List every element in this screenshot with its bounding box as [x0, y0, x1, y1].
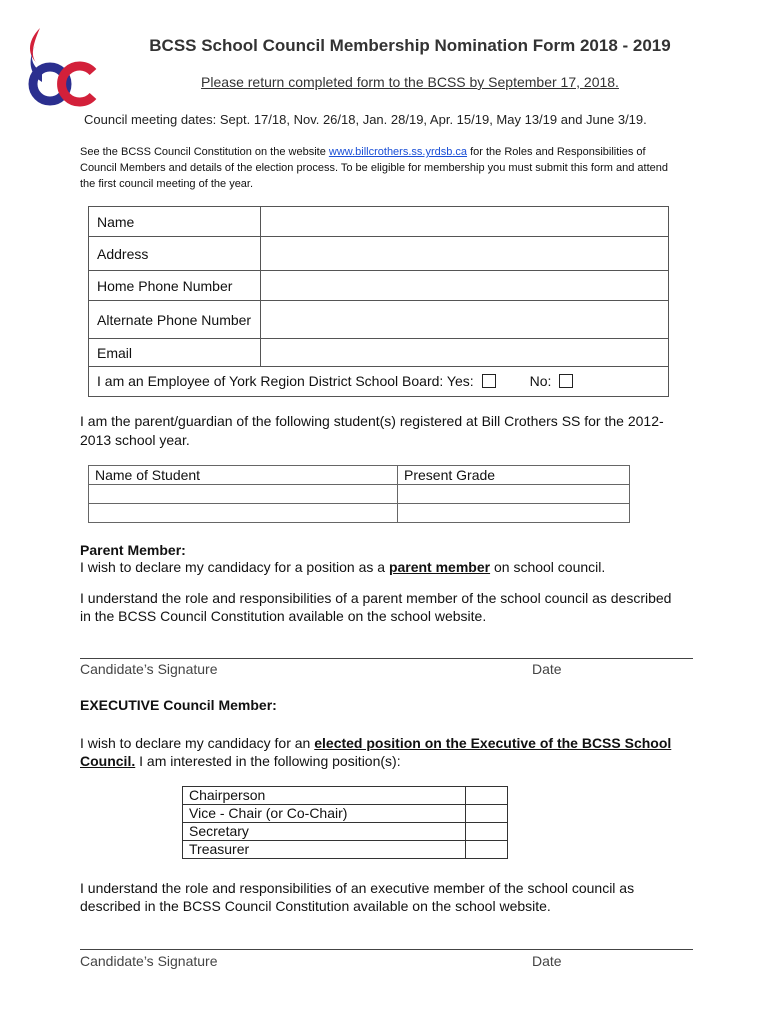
student-table: [88, 465, 630, 523]
meeting-dates: Council meeting dates: Sept. 17/18, Nov. 26/18, Jan. 28/19, Apr. 15/19, May 13/19 and June 3/19.: [84, 112, 647, 127]
pm-emphasis: parent member: [388, 559, 491, 575]
address-field[interactable]: [261, 237, 669, 271]
exec-emphasis: elected position on the Executive of the BCSS School Council.: [80, 735, 672, 769]
position-secretary: Secretary: [183, 823, 466, 841]
form-title: BCSS School Council Membership Nomination Form 2018 - 2019: [149, 36, 671, 55]
home-phone-label: Home Phone Number: [89, 271, 261, 301]
position-checkbox-cell[interactable]: [466, 841, 508, 859]
email-field[interactable]: [261, 339, 669, 367]
constitution-note: [80, 144, 680, 192]
employee-row: [89, 367, 669, 397]
alternate-phone-field[interactable]: [261, 301, 669, 339]
contact-info-table: [88, 206, 669, 397]
parent-member-declaration: [80, 559, 605, 575]
parent-member-heading: Parent Member:: [80, 542, 186, 558]
position-checkbox-cell[interactable]: [466, 823, 508, 841]
exec-text-before: I wish to declare my candidacy for an: [80, 735, 315, 751]
employee-question: I am an Employee of York Region District School Board: Yes:: [97, 372, 474, 389]
pm-text-after: on school council.: [490, 559, 606, 575]
website-link[interactable]: www.billcrothers.ss.yrdsb.ca: [328, 146, 468, 158]
grade-header: Present Grade: [398, 466, 630, 485]
address-label: Address: [89, 237, 261, 271]
students-intro: I am the parent/guardian of the following student(s) registered at Bill Crothers SS for the 2012-2013 school year.: [80, 413, 664, 448]
parent-signature-label: Candidate’s Signature: [80, 661, 218, 677]
executive-understand-text: I understand the role and responsibilities of an executive member of the school council as described in the BCSS Council Constitution available on the school website.: [80, 880, 635, 914]
position-checkbox-cell[interactable]: [466, 787, 508, 805]
no-label: No:: [529, 372, 552, 389]
executive-heading: EXECUTIVE Council Member:: [80, 697, 277, 713]
position-vice-chair: Vice - Chair (or Co-Chair): [183, 805, 466, 823]
name-label: Name: [89, 207, 261, 237]
exec-text-after: I am interested in the following position(s):: [135, 753, 401, 769]
parent-understand-text: I understand the role and responsibilities of a parent member of the school council as described in the BCSS Council Constitution available on the school website.: [80, 590, 672, 624]
executive-signature-line[interactable]: [80, 949, 693, 950]
executive-signature-label: Candidate’s Signature: [80, 953, 218, 969]
position-chairperson: Chairperson: [183, 787, 466, 805]
home-phone-field[interactable]: [261, 271, 669, 301]
student-name-cell[interactable]: [89, 485, 398, 504]
alternate-phone-label: Alternate Phone Number: [89, 301, 261, 339]
executive-declaration: [80, 734, 680, 770]
position-treasurer: Treasurer: [183, 841, 466, 859]
student-name-header: Name of Student: [89, 466, 398, 485]
email-label: Email: [89, 339, 261, 367]
positions-table: [182, 786, 508, 859]
constitution-prefix: See the BCSS Council Constitution on the website: [80, 146, 329, 158]
student-name-cell[interactable]: [89, 504, 398, 523]
pm-text-before: I wish to declare my candidacy for a position as a: [80, 559, 389, 575]
parent-date-label: Date: [532, 661, 562, 677]
no-checkbox[interactable]: [559, 374, 573, 388]
position-checkbox-cell[interactable]: [466, 805, 508, 823]
grade-cell[interactable]: [398, 504, 630, 523]
executive-date-label: Date: [532, 953, 562, 969]
name-field[interactable]: [261, 207, 669, 237]
yes-checkbox[interactable]: [482, 374, 496, 388]
grade-cell[interactable]: [398, 485, 630, 504]
parent-signature-line[interactable]: [80, 658, 693, 659]
constitution-suffix: for the Roles and Responsibilities of Council Members and details of the election process. To be eligible for membership you must submit this form and attend the first council meeting of the year.: [80, 146, 668, 190]
return-notice: Please return completed form to the BCSS by September 17, 2018.: [201, 74, 619, 90]
